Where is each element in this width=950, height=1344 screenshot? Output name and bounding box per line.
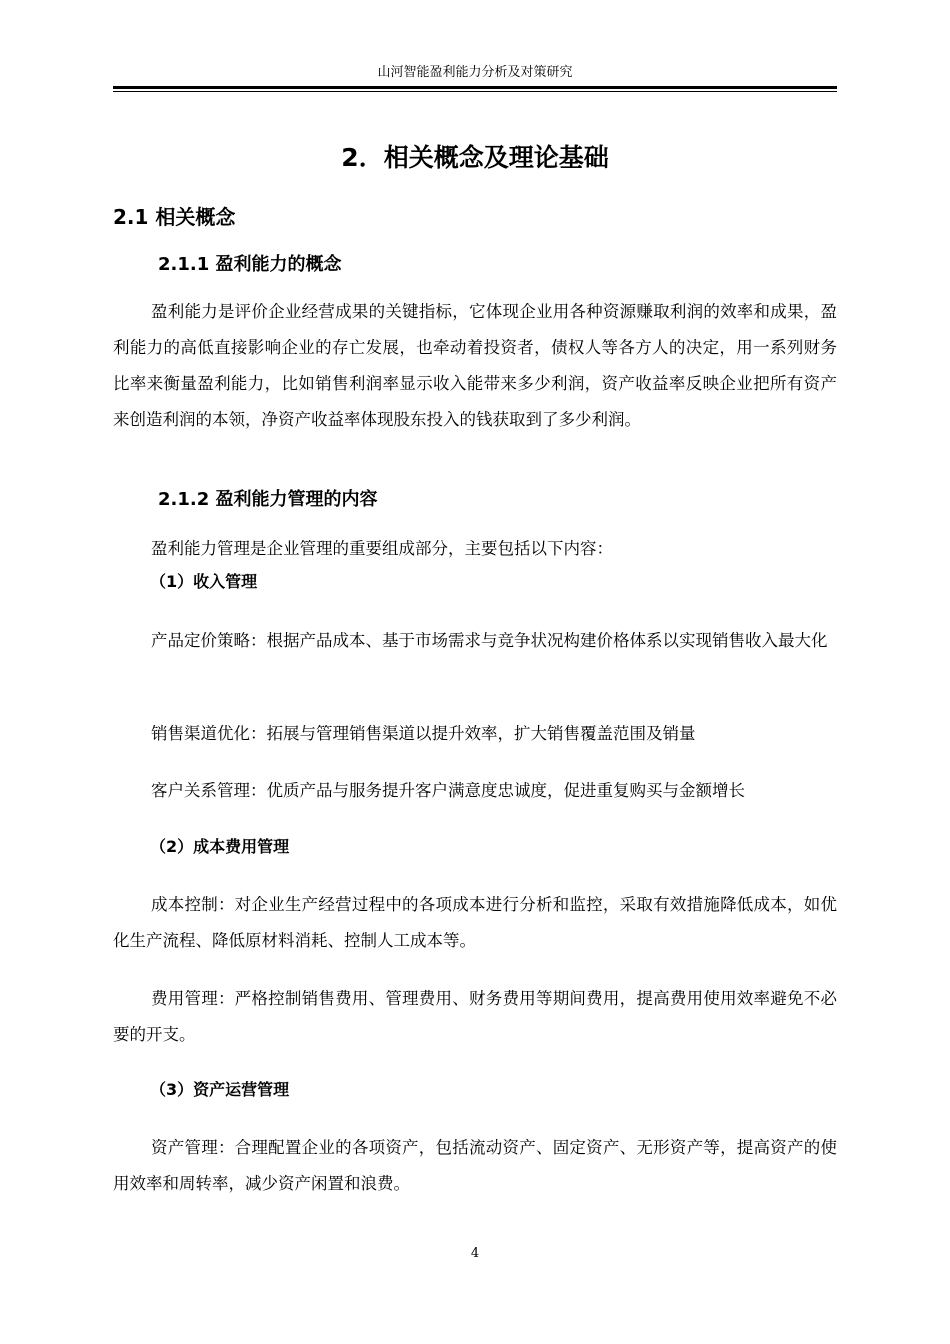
page-number: 4 — [470, 1246, 480, 1261]
running-header: 山河智能盈利能力分析及对策研究 — [377, 65, 573, 80]
section-heading: 2.1 相关概念 — [113, 205, 236, 229]
item-heading-assets: （3）资产运营管理 — [150, 1080, 290, 1099]
header-rule-thin — [113, 91, 837, 92]
subsection-heading-2: 2.1.2 盈利能力管理的内容 — [158, 489, 378, 510]
paragraph-profitability-concept: 盈利能力是评价企业经营成果的关键指标，它体现企业用各种资源赚取利润的效率和成果，盈利能力的高低直接影响企业的存亡发展，也牵动着投资者，债权人等各方人的决定，用一系列财务比率来衡量盈利能力，比如销售利润率显示收入能带来多少利润，资产收益率反映企业把所有资产来创造利润的本领，净资产收益率体现股东投入的钱获取到了多少利润。 — [113, 302, 837, 429]
paragraph-channels: 销售渠道优化：拓展与管理销售渠道以提升效率，扩大销售覆盖范围及销量 — [151, 724, 696, 743]
header-rule-thick — [113, 86, 837, 89]
paragraph-pricing: 产品定价策略：根据产品成本、基于市场需求与竞争状况构建价格体系以实现销售收入最大化 — [151, 631, 828, 650]
paragraph-asset-management: 资产管理：合理配置企业的各项资产，包括流动资产、固定资产、无形资产等，提高资产的使用效率和周转率，减少资产闲置和浪费。 — [113, 1138, 837, 1193]
subsection-heading-1: 2.1.1 盈利能力的概念 — [158, 254, 342, 275]
paragraph-customers: 客户关系管理：优质产品与服务提升客户满意度忠诚度，促进重复购买与金额增长 — [151, 781, 745, 800]
paragraph-cost-control: 成本控制：对企业生产经营过程中的各项成本进行分析和监控，采取有效措施降低成本，如优化生产流程、降低原材料消耗、控制人工成本等。 — [113, 895, 837, 950]
paragraph-intro: 盈利能力管理是企业管理的重要组成部分，主要包括以下内容： — [151, 539, 613, 558]
paragraph-expense: 费用管理：严格控制销售费用、管理费用、财务费用等期间费用，提高费用使用效率避免不必要的开支。 — [113, 989, 837, 1044]
item-heading-cost: （2）成本费用管理 — [150, 837, 290, 856]
chapter-title: 2．相关概念及理论基础 — [341, 143, 609, 172]
item-heading-revenue: （1）收入管理 — [150, 572, 258, 591]
